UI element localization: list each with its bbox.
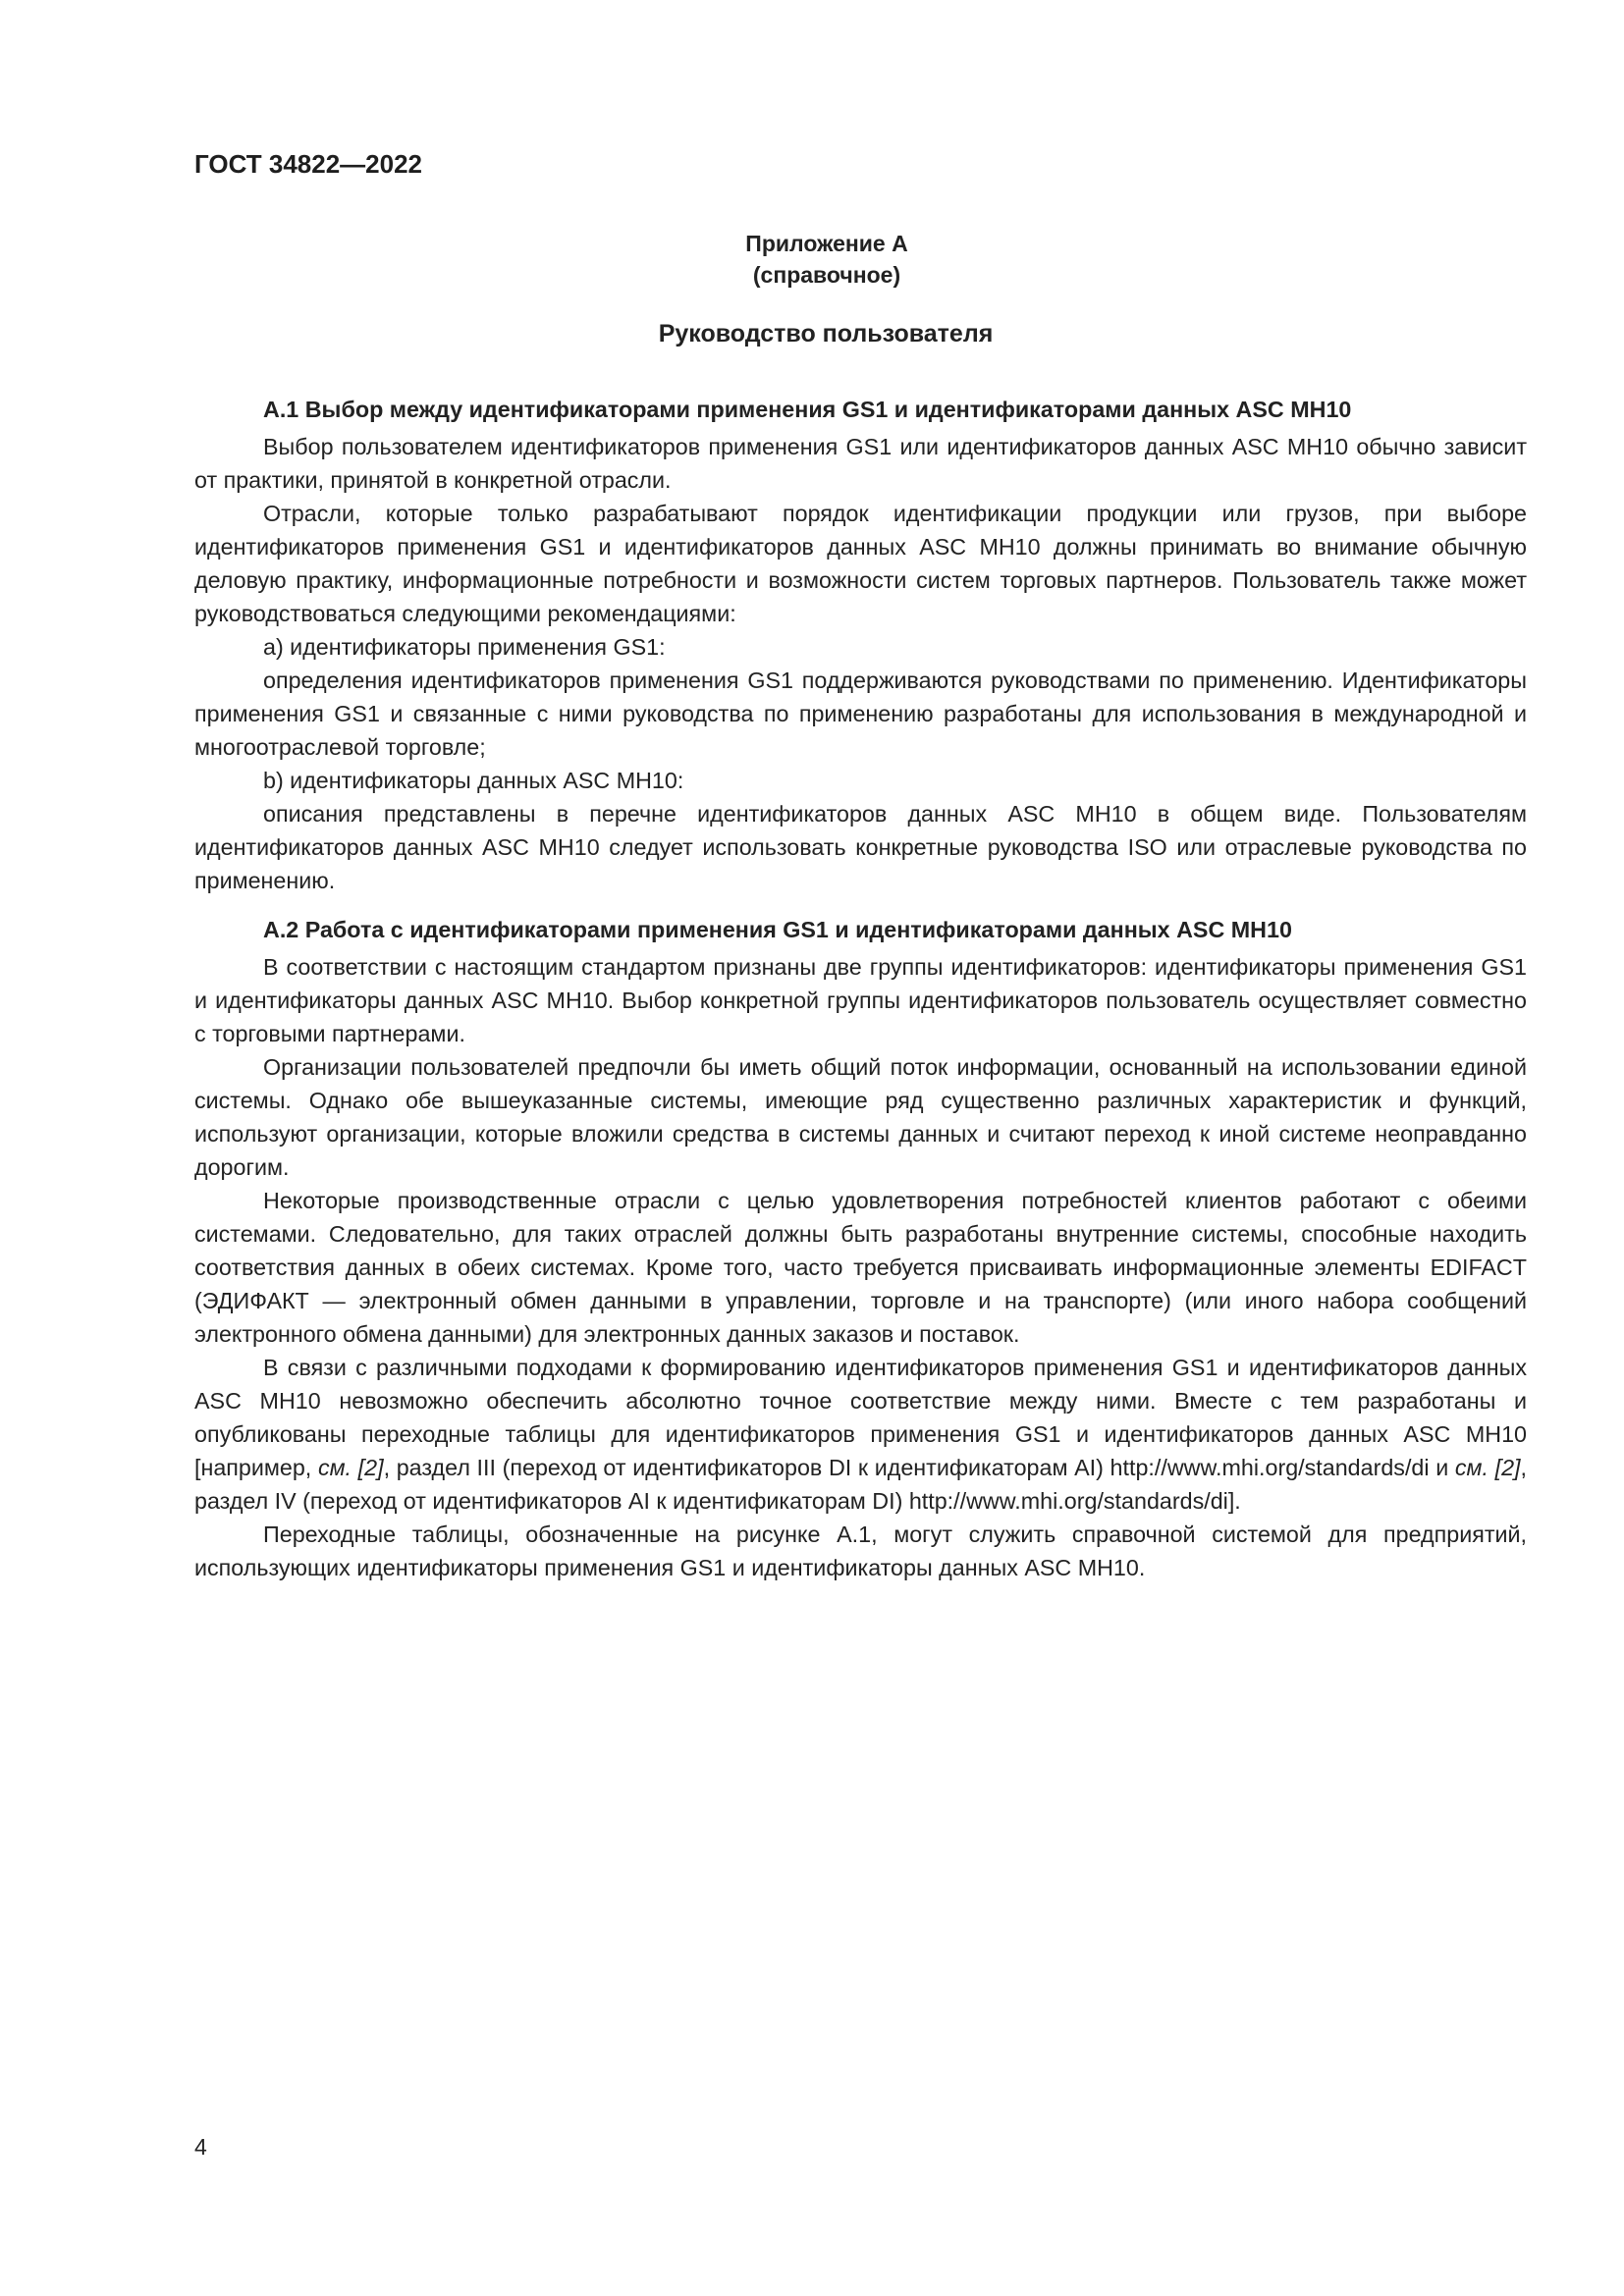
section-2-paragraph-4: [194, 1351, 1527, 1518]
section-2-paragraph-1: В соответствии с настоящим стандартом признаны две группы идентификаторов: идентификаторы применения GS1 и идентификаторы данных ASC MH10. Выбор конкретной группы идентификаторов пользователь осуществляет совместно с торговыми партнерами.: [194, 954, 1527, 1046]
section-2-paragraph-5: Переходные таблицы, обозначенные на рисунке А.1, могут служить справочной системой для предприятий, использующих идентификаторы применения GS1 и идентификаторы данных ASC MH10.: [194, 1522, 1527, 1580]
paragraph-text: , раздел IV (переход от идентификаторов AI к идентификаторам DI) http://www.mhi.org/standards/di].: [194, 1455, 1528, 1514]
paragraph-text: В связи с различными подходами к формированию идентификаторов применения GS1 и идентификаторов данных ASC MH10 невозможно обеспечить абсолютно точное соответствие между ними. Вместе с тем разработаны и опубликованы переходные таблицы для идентификаторов применения GS1 и идентификаторов данных ASC MH10 [например,: [194, 1355, 1527, 1480]
list-item-b: b) идентификаторы данных ASC MH10:: [263, 768, 684, 793]
annex-header: [0, 228, 1624, 291]
paragraph-text: , раздел III (переход от идентификаторов DI к идентификаторам AI) http://www.mhi.org/standards/di и: [383, 1455, 1455, 1480]
section-2-paragraph-3: Некоторые производственные отрасли с целью удовлетворения потребностей клиентов работают с обеими системами. Следовательно, для таких отраслей должны быть разработаны внутренние системы, способные находить соответствия данных в обеих системах. Кроме того, часто требуется присваивать информационные элементы EDIFACT (ЭДИФАКТ — электронный обмен данными в управлении, торговле и на транспорте) (или иного набора сообщений электронного обмена данными) для электронных данных заказов и поставок.: [194, 1188, 1527, 1347]
page-number: 4: [194, 2134, 207, 2160]
list-item-a: a) идентификаторы применения GS1:: [263, 634, 666, 660]
section-1-paragraph-2: Отрасли, которые только разрабатывают порядок идентификации продукции или грузов, при выборе идентификаторов применения GS1 и идентификаторов данных ASC MH10 должны принимать во внимание обычную деловую практику, информационные потребности и возможности систем торговых партнеров. Пользователь также может руководствоваться следующими рекомендациями:: [194, 501, 1527, 626]
section-1-heading: А.1 Выбор между идентификаторами применения GS1 и идентификаторами данных ASC MH10: [263, 397, 1352, 422]
list-item-b-text: описания представлены в перечне идентификаторов данных ASC MH10 в общем виде. Пользователям идентификаторов данных ASC MH10 следует использовать конкретные руководства ISO или отраслевые руководства по применению.: [194, 801, 1527, 893]
section-1-paragraph-1: Выбор пользователем идентификаторов применения GS1 или идентификаторов данных ASC MH10 обычно зависит от практики, принятой в конкретной отрасли.: [194, 434, 1527, 493]
reference-link: см. [2]: [1454, 1455, 1521, 1480]
document-body: [194, 393, 1527, 1584]
annex-type: (справочное): [752, 262, 901, 288]
list-item-a-text: определения идентификаторов применения GS1 поддерживаются руководствами по применению. Идентификаторы применения GS1 и связанные с ними руководства по применению разработаны для использования в международной и многоотраслевой торговле;: [194, 667, 1527, 760]
annex-title: Приложение А: [745, 231, 908, 256]
reference-link: см. [2]: [317, 1455, 384, 1480]
section-2-paragraph-2: Организации пользователей предпочли бы иметь общий поток информации, основанный на использовании единой системы. Однако обе вышеуказанные системы, имеющие ряд существенно различных характеристик и функций, используют организации, которые вложили средства в системы данных и считают переход к иной системе неоправданно дорогим.: [194, 1054, 1527, 1180]
section-2-heading: А.2 Работа с идентификаторами применения GS1 и идентификаторами данных ASC MH10: [263, 917, 1292, 942]
document-code: ГОСТ 34822—2022: [194, 149, 422, 179]
annex-heading: Руководство пользователя: [658, 320, 994, 347]
